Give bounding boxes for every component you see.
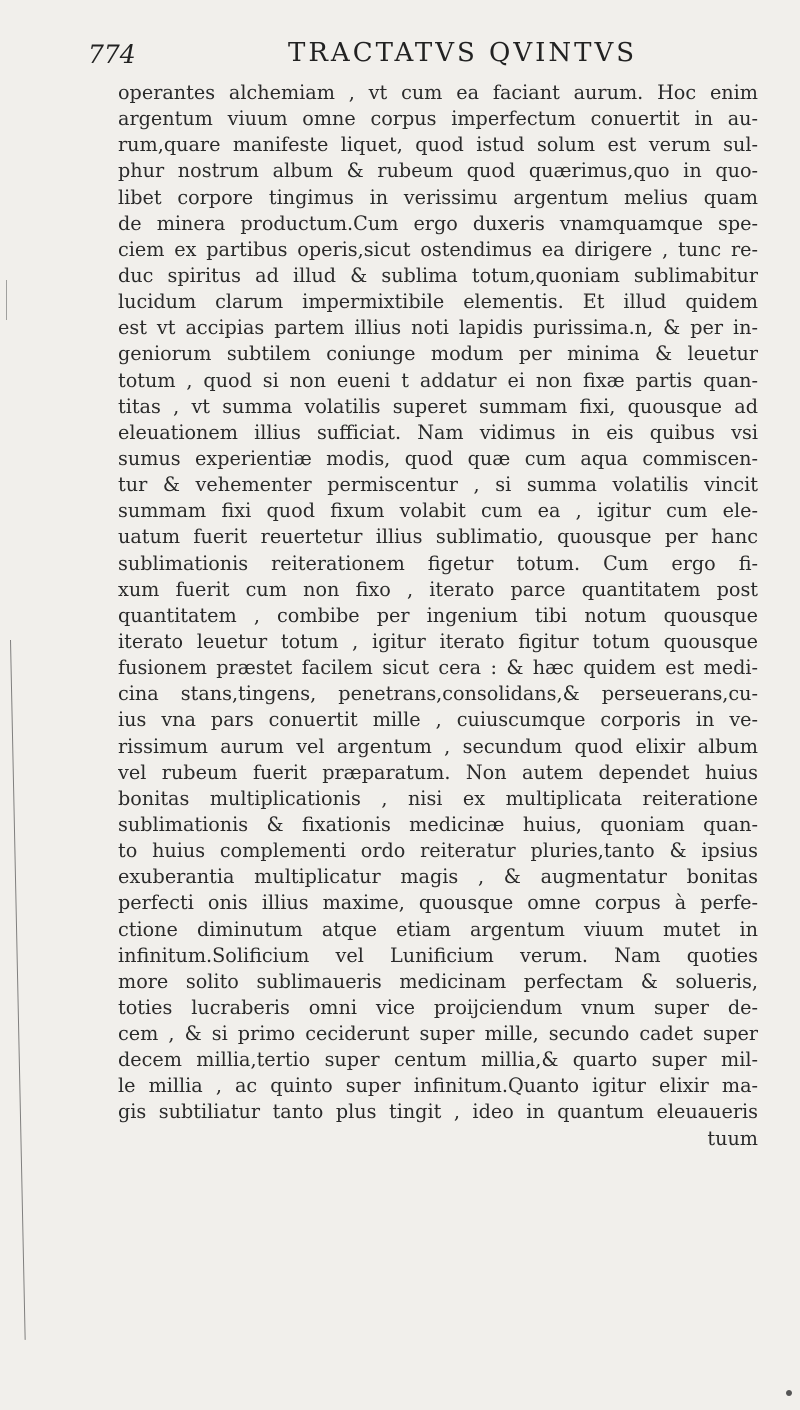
text-line: totum , quod si non eueni t addatur ei non fixæ partis quan-	[118, 368, 758, 392]
text-line: rissimum aurum vel argentum , secundum quod elixir album	[118, 734, 758, 758]
text-line: quantitatem , combibe per ingenium tibi notum quousque	[118, 603, 758, 627]
text-line: ciem ex partibus operis,sicut ostendimus ea dirigere , tunc re-	[118, 237, 758, 261]
text-line: duc spiritus ad illud & sublima totum,quoniam sublimabitur	[118, 263, 758, 287]
text-line: uatum fuerit reuertetur illius sublimatio, quousque per hanc	[118, 525, 758, 549]
text-line: ctione diminutum atque etiam argentum viuum mutet in	[118, 917, 758, 941]
text-line: sublimationis & fixationis medicinæ huius, quoniam quan-	[118, 812, 758, 836]
text-line: tur & vehementer permiscentur , si summa volatilis vincit	[118, 473, 758, 497]
text-line: exuberantia multiplicatur magis , & augmentatur bonitas	[118, 865, 758, 889]
text-line: operantes alchemiam , vt cum ea faciant aurum. Hoc enim	[118, 81, 758, 104]
text-line: de minera productum.Cum ergo duxeris vnamquamque spe-	[118, 211, 758, 235]
text-line: lucidum clarum impermixtibile elementis. Et illud quidem	[118, 290, 758, 314]
body-text	[118, 80, 758, 1152]
text-line: to huius complementi ordo reiteratur pluries,tanto & ipsius	[118, 839, 758, 863]
text-line: argentum viuum omne corpus imperfectum conuertit in au-	[118, 107, 758, 131]
text-line: eleuationem illius sufficiat. Nam vidimus in eis quibus vsi	[118, 420, 758, 444]
text-line: titas , vt summa volatilis superet summam fixi, quousque ad	[118, 394, 758, 418]
binding-shadow	[6, 280, 7, 320]
text-line: phur nostrum album & rubeum quod quærimus,quo in quo-	[118, 159, 758, 183]
text-line: more solito sublimaueris medicinam perfectam & solueris,	[118, 969, 758, 993]
text-line: perfecti onis illius maxime, quousque omne corpus à perfe-	[118, 891, 758, 915]
text-line: geniorum subtilem coniunge modum per minima & leuetur	[118, 342, 758, 366]
page-header	[88, 36, 728, 72]
text-line: fusionem præstet facilem sicut cera : & hæc quidem est medi-	[118, 656, 758, 680]
ink-spot	[786, 1390, 792, 1396]
text-line: summam fixi quod fixum volabit cum ea , igitur cum ele-	[118, 499, 758, 523]
page-number: 774	[88, 40, 136, 69]
text-line: xum fuerit cum non fixo , iterato parce quantitatem post	[118, 577, 758, 601]
catchword: tuum	[707, 1126, 758, 1150]
running-head: TRACTATVS QVINTVS	[288, 38, 638, 68]
text-line: est vt accipias partem illius noti lapidis purissima.n, & per in-	[118, 316, 758, 340]
text-line: toties lucraberis omni vice proijciendum vnum super de-	[118, 995, 758, 1019]
binding-edge-line	[10, 640, 26, 1340]
text-line: infinitum.Solificium vel Lunificium verum. Nam quoties	[118, 943, 758, 967]
text-line: cina stans,tingens, penetrans,consolidans,& perseuerans,cu-	[118, 682, 758, 706]
text-line: libet corpore tingimus in verissimu argentum melius quam	[118, 185, 758, 209]
text-line: decem millia,tertio super centum millia,& quarto super mil-	[118, 1048, 758, 1072]
text-line: sumus experientiæ modis, quod quæ cum aqua commiscen-	[118, 446, 758, 470]
text-line: le millia , ac quinto super infinitum.Quanto igitur elixir ma-	[118, 1074, 758, 1098]
text-line: sublimationis reiterationem figetur totum. Cum ergo fi-	[118, 551, 758, 575]
text-line: rum,quare manifeste liquet, quod istud solum est verum sul-	[118, 133, 758, 157]
text-line: iterato leuetur totum , igitur iterato figitur totum quousque	[118, 629, 758, 653]
text-line: bonitas multiplicationis , nisi ex multiplicata reiteratione	[118, 786, 758, 810]
text-line: vel rubeum fuerit præparatum. Non autem dependet huius	[118, 760, 758, 784]
text-line: gis subtiliatur tanto plus tingit , ideo in quantum eleuaueris	[118, 1100, 758, 1124]
text-line: cem , & si primo ceciderunt super mille, secundo cadet super	[118, 1022, 758, 1046]
text-line: ius vna pars conuertit mille , cuiuscumque corporis in ve-	[118, 708, 758, 732]
